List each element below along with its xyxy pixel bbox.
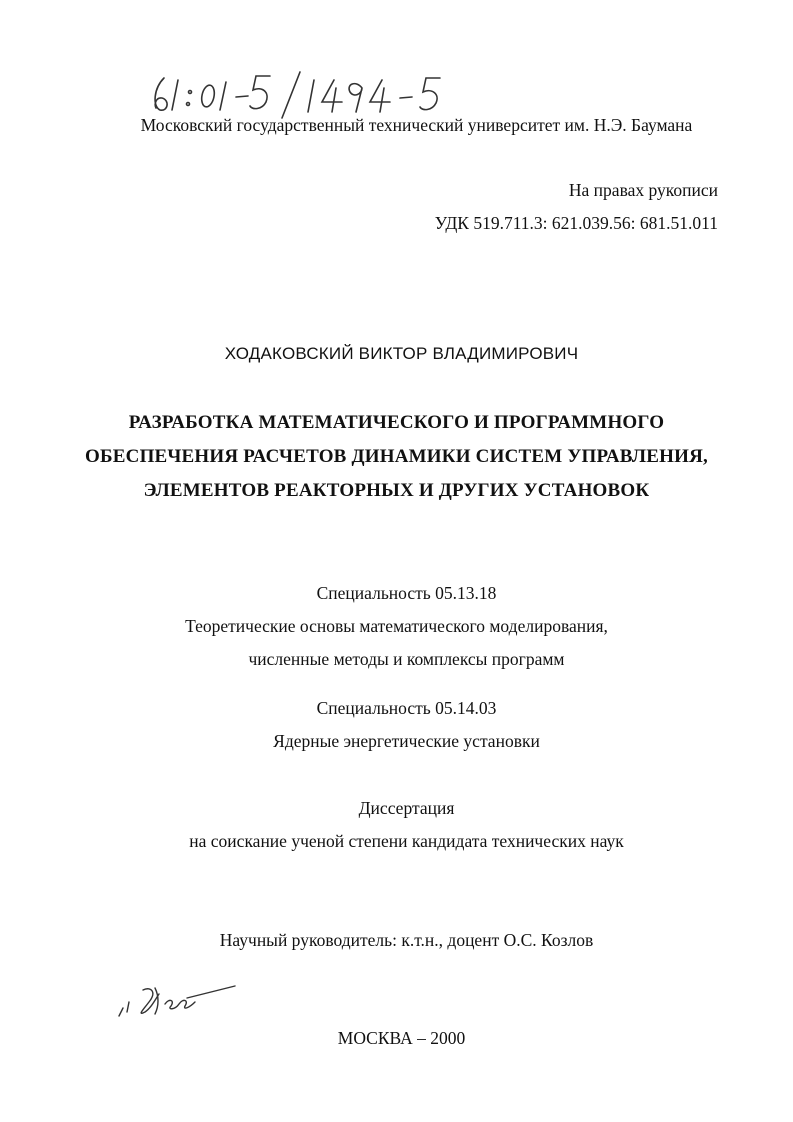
author-signature — [115, 972, 240, 1022]
handwritten-archive-number — [150, 70, 510, 120]
specialty-code-2: Специальность 05.14.03 — [316, 698, 497, 718]
thesis-title-line-1: РАЗРАБОТКА МАТЕМАТИЧЕСКОГО И ПРОГРАММНОГО — [128, 412, 665, 433]
city-year: МОСКВА – 2000 — [337, 1028, 466, 1048]
university-name: Московский государственный технический университет им. Н.Э. Баумана — [140, 115, 693, 135]
author-name: ХОДАКОВСКИЙ ВИКТОР ВЛАДИМИРОВИЧ — [224, 344, 579, 363]
udk-code: УДК 519.711.3: 621.039.56: 681.51.011 — [434, 213, 718, 233]
thesis-title-line-2: ОБЕСПЕЧЕНИЯ РАСЧЕТОВ ДИНАМИКИ СИСТЕМ УПРАВЛЕНИЯ, — [85, 446, 708, 467]
manuscript-rights: На правах рукописи — [568, 180, 718, 200]
specialty-description-1-line-2: численные методы и комплексы программ — [248, 649, 565, 669]
specialty-code-1: Специальность 05.13.18 — [316, 583, 497, 603]
thesis-title-line-3: ЭЛЕМЕНТОВ РЕАКТОРНЫХ И ДРУГИХ УСТАНОВОК — [143, 480, 650, 501]
specialty-description-1-line-1: Теоретические основы математического моделирования, — [185, 616, 608, 636]
specialty-description-2: Ядерные энергетические установки — [273, 731, 540, 751]
scientific-advisor: Научный руководитель: к.т.н., доцент О.С. Козлов — [219, 930, 594, 950]
degree-description: на соискание ученой степени кандидата технических наук — [189, 831, 624, 851]
dissertation-label: Диссертация — [358, 798, 455, 818]
